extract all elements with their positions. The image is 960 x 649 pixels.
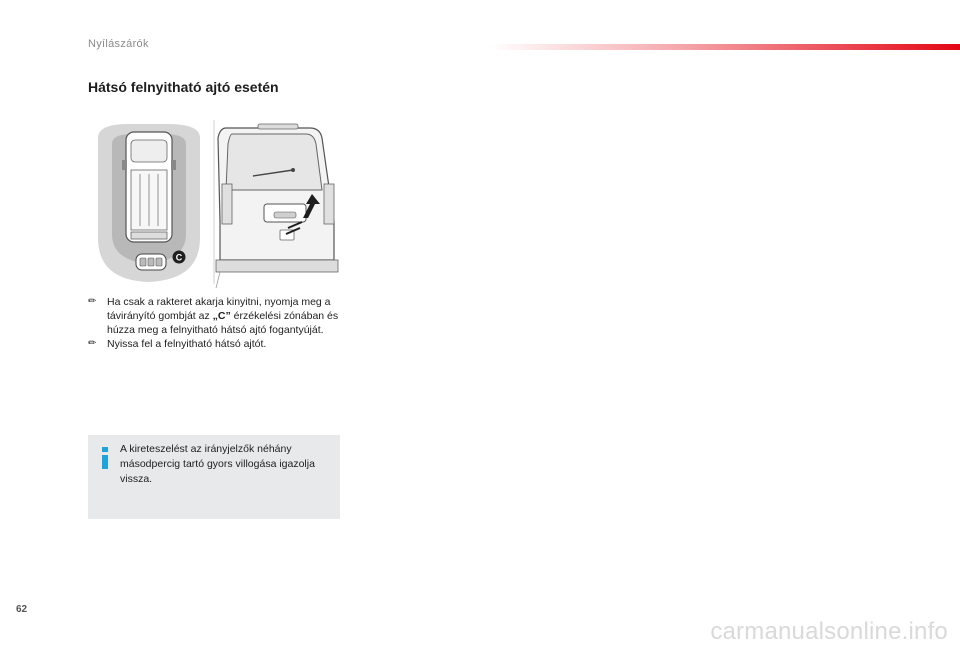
instruction-steps [88,295,343,351]
step-item [88,295,343,337]
page-number: 62 [16,604,28,615]
step-item [88,337,343,351]
step-bullet-icon: ✏ [88,296,97,307]
header-accent-bar [490,44,960,50]
watermark: carmanualsonline.info [710,618,948,645]
step-text-part: Nyissa fel a felnyitható hátsó ajtót. [107,338,267,350]
zone-marker-label: C [175,252,183,263]
zone-reference: „C” [212,310,231,322]
remote-key-icon [136,254,166,270]
info-icon [100,447,110,469]
step-bullet-icon: ✏ [88,338,97,349]
rear-door-illustration [88,118,348,290]
page-title: Hátsó felnyitható ajtó esetén [88,79,279,95]
section-label: Nyílászárók [88,38,149,50]
step-text-part: Ha csak a rakteret akarja kinyitni, nyomja meg a távirányító gombját az [107,296,331,322]
info-box [88,435,340,519]
detection-zone-diagram [98,124,200,282]
rear-door-diagram [214,120,338,288]
step-text-part: érzékelési zónában és húzza meg a felnyitható hátsó ajtó fogantyúját. [107,310,339,336]
info-text: A kireteszelést az irányjelzők néhány másodpercig tartó gyors villogása igazolja vissza. [120,443,315,485]
